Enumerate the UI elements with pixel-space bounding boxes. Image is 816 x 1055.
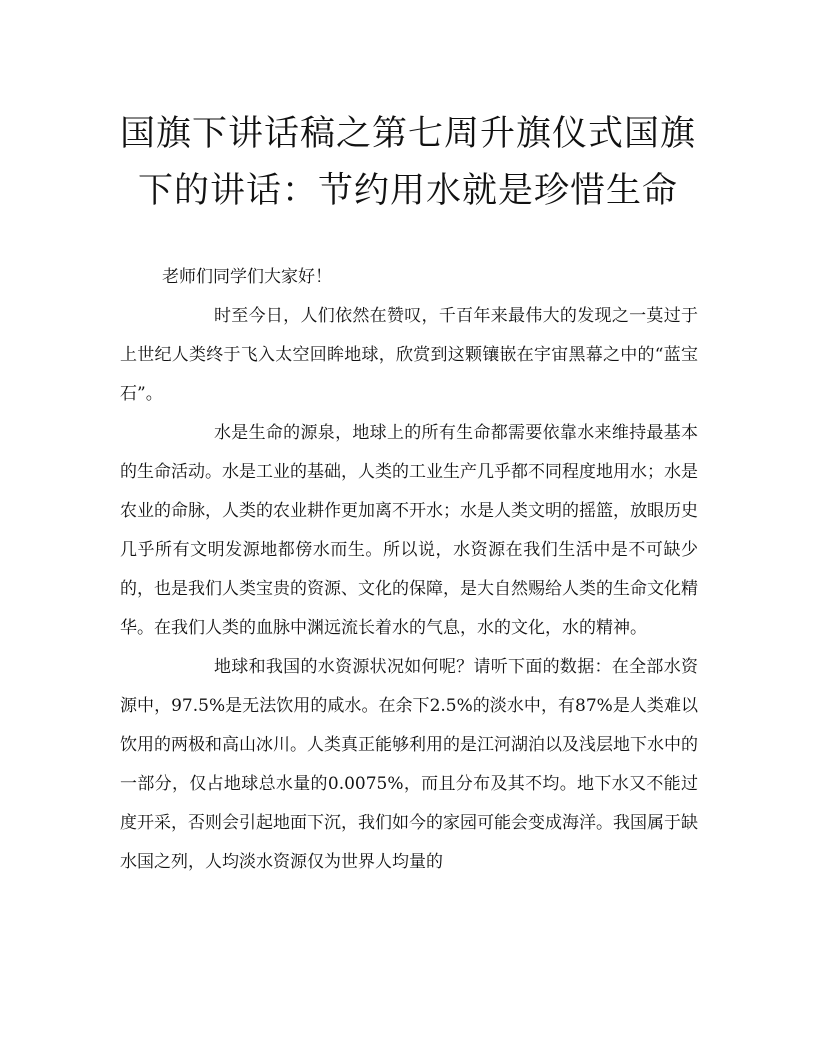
paragraph-1: 时至今日，人们依然在赞叹，千百年来最伟大的发现之一莫过于上世纪人类终于飞入太空回眸地球，欣赏到这颗镶嵌在宇宙黑幕之中的“蓝宝石”。 [120, 306, 698, 404]
title-line-2: 下的讲话：节约用水就是珍惜生命 [137, 171, 678, 211]
paragraph-3: 地球和我国的水资源状况如何呢？请听下面的数据：在全部水资源中，97.5%是无法饮用的咸水。在余下2.5%的淡水中，有87%是人类难以饮用的两极和高山冰川。人类真正能够利用的是江河湖泊以及浅层地下水中的一部分，仅占地球总水量的0.0075%，而且分布及其不均。地下水又不能过度开采，否则会引起地面下沉，我们如今的家园可能会变成海洋。我国属于缺水国之列，人均淡水资源仅为世界人均量的 [120, 657, 698, 872]
document-title [100, 106, 716, 220]
document-body [120, 258, 698, 882]
title-line-1: 国旗下讲话稿之第七周升旗仪式国旗 [119, 114, 696, 154]
paragraph-2: 水是生命的源泉，地球上的所有生命都需要依靠水来维持最基本的生命活动。水是工业的基础，人类的工业生产几乎都不同程度地用水；水是农业的命脉，人类的农业耕作更加离不开水；水是人类文明的摇篮，放眼历史几乎所有文明发源地都傍水而生。所以说，水资源在我们生活中是不可缺少的，也是我们人类宝贵的资源、文化的保障，是大自然赐给人类的生命文化精华。在我们人类的血脉中渊远流长着水的气息，水的文化，水的精神。 [120, 423, 698, 638]
greeting: 老师们同学们大家好！ [162, 267, 332, 287]
